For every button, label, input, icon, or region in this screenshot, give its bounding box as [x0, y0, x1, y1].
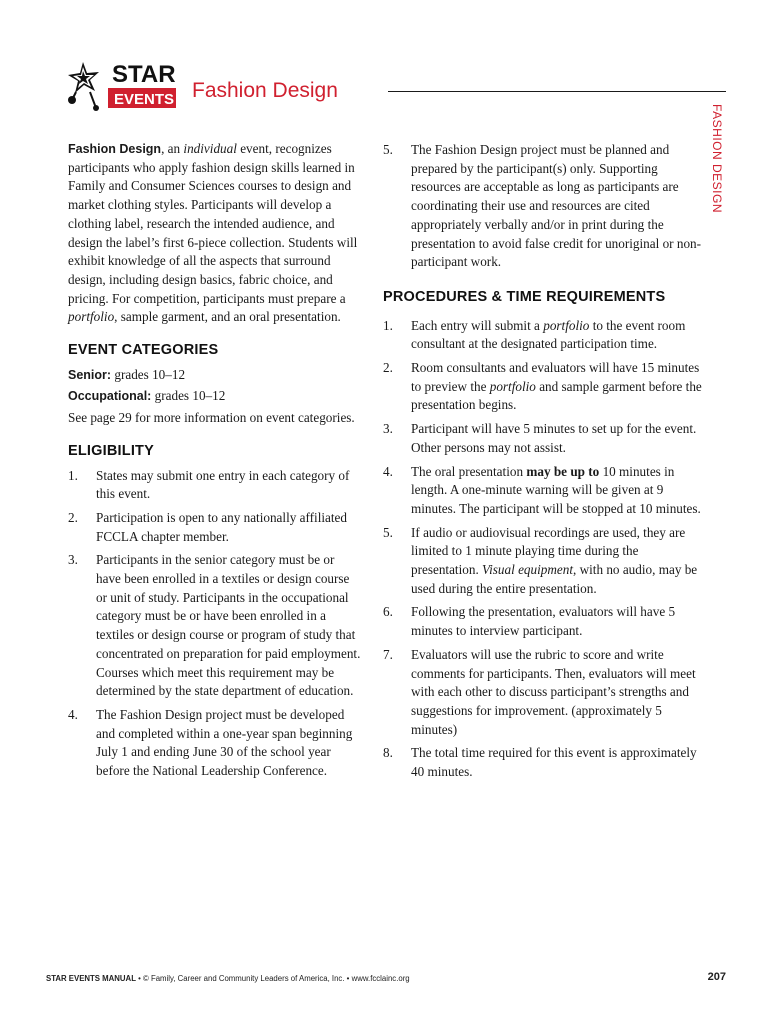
footer-website: www.fcclainc.org [351, 974, 410, 983]
list-item: 8. The total time required for this event is approximately 40 minutes. [383, 745, 697, 780]
list-item: 5. If audio or audiovisual recordings are used, they are limited to 1 minute playing time during the presentation. Visual equipment, with no audio, may be used during the entire presentation. [383, 524, 698, 596]
page-number: 207 [707, 971, 726, 983]
footer-brand: STAR EVENTS MANUAL [46, 974, 136, 983]
svg-text:STAR: STAR [112, 61, 176, 88]
page-title: Fashion Design [192, 79, 338, 102]
list-item: 4. The Fashion Design project must be developed and completed within a one-year span beginning July 1 and ending June 30 of the school year before the National Leadership Conference. [68, 706, 353, 779]
senior-category: Senior: grades 10–12 [68, 366, 186, 382]
title-rule [388, 91, 726, 92]
occupational-category: Occupational: grades 10–12 [68, 388, 226, 404]
list-item: 6. Following the presentation, evaluators will have 5 minutes to interview participant. [383, 604, 676, 639]
list-item: 5. The Fashion Design project must be planned and prepared by the participant(s) only. Supporting resources are acceptable as long as participants are coordinating their use and resources are cited appropriately verbally and/or in print during the presentation to avoid false credit for unoriginal or non-participant work. [383, 142, 702, 270]
side-tab-label: FASHION DESIGN [710, 104, 724, 214]
left-column [68, 140, 362, 786]
list-item: 1. States may submit one entry in each category of this event. [68, 467, 350, 502]
list-item: 2. Participation is open to any nationally affiliated FCCLA chapter member. [68, 509, 347, 544]
categories-note: See page 29 for more information on event categories. [68, 410, 355, 426]
list-item: 2. Room consultants and evaluators will have 15 minutes to preview the portfolio and sample garment before the presentation begins. [383, 360, 702, 413]
event-categories-heading: EVENT CATEGORIES [68, 342, 219, 359]
intro-paragraph: Fashion Design, an individual event, recognizes participants who apply fashion design skills learned in Family and Consumer Sciences courses to design and market clothing styles. Participants will develop a clothing label, research the intended audience, and design the label’s first 6-piece collection. Students will exhibit knowledge of all the aspects that surround design, including design basics, fabric choice, and pricing. For competition, participants must prepare a portfolio, sample garment, and an oral presentation. [68, 141, 358, 325]
list-item: 7. Evaluators will use the rubric to score and write comments for participants. Then, evaluators will meet with each other to discuss participant’s strengths and suggestions for improvement. (approximately 5 minutes) [383, 646, 696, 737]
list-item: 3. Participant will have 5 minutes to set up for the event. Other persons may not assist. [383, 421, 697, 455]
list-item: 4. The oral presentation may be up to 10 minutes in length. A one-minute warning will be given at 9 minutes. The participant will be stopped at 10 minutes. [383, 463, 701, 516]
svg-text:EVENTS: EVENTS [114, 91, 175, 108]
eligibility-list [68, 467, 362, 781]
procedures-list [383, 317, 703, 782]
star-events-logo [66, 58, 184, 114]
page-footer: STAR EVENTS MANUAL • © Family, Career and Community Leaders of America, Inc. • www.fcclainc.org 207 [46, 971, 726, 983]
footer-copyright: © Family, Career and Community Leaders of America, Inc. [143, 974, 345, 983]
list-item: 3. Participants in the senior category must be or have been enrolled in a textiles or design course or unit of study. Participants in the occupational category must be or have been enrolled in a textiles or design course or program of study that concentrated on preparation for paid employment. Courses which meet this requirement may be determined by the state department of education. [68, 552, 361, 699]
right-column [383, 141, 703, 787]
procedures-heading: PROCEDURES & TIME REQUIREMENTS [383, 288, 666, 305]
eligibility-list-continued [383, 141, 703, 272]
list-item: 1. Each entry will submit a portfolio to the event room consultant at the designated participation time. [383, 317, 686, 352]
eligibility-heading: ELIGIBILITY [68, 442, 154, 459]
page-header [66, 58, 726, 118]
